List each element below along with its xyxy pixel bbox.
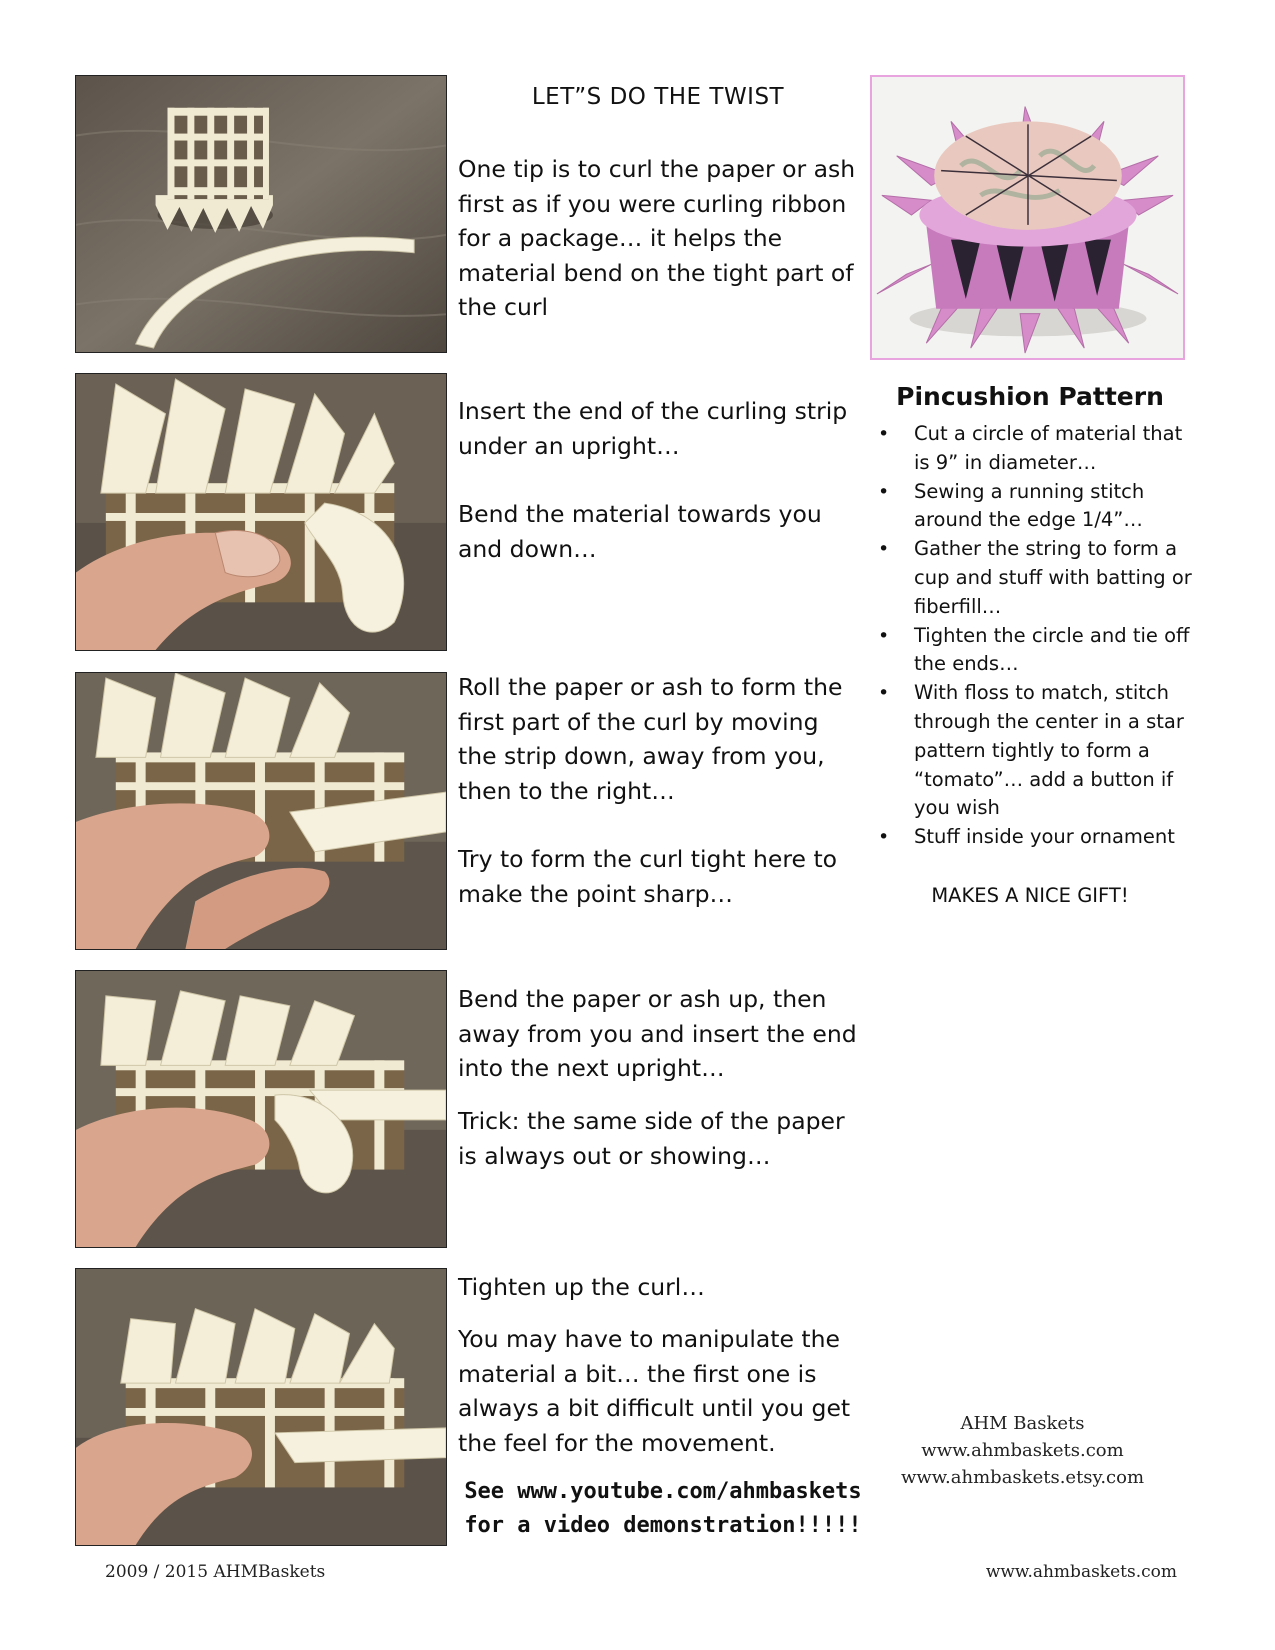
step-3-text [458,670,858,808]
step-2-text [458,394,858,463]
step-1-photo [75,75,447,353]
step-5-text [458,1270,858,1305]
credit-etsy-link[interactable]: www.ahmbaskets.etsy.com [900,1467,1145,1488]
step-paragraph: You may have to manipulate the material a bit… the first one is always a bit difficult until you get the feel for the movement. [458,1325,851,1457]
step-paragraph: Bend the material towards you and down… [458,500,822,563]
list-item: • Cut a circle of material that is 9” in diameter… [872,420,1192,478]
gift-note: MAKES A NICE GIFT! [931,884,1129,907]
pincushion-list [872,420,1192,852]
step-3-photo [75,672,447,950]
step-4-text-b [458,1104,858,1173]
credit-block [880,1410,1165,1491]
step-5-photo [75,1268,447,1546]
step-5-text-b [458,1322,858,1460]
list-item: • Gather the string to form a cup and stuff with batting or fiberfill… [872,535,1192,621]
step-paragraph: Tighten up the curl… [458,1273,705,1301]
step-paragraph: Trick: the same side of the paper is always out or showing… [458,1107,845,1170]
step-1-text [458,152,858,325]
pincushion-title: Pincushion Pattern [896,382,1164,411]
step-2-photo [75,373,447,651]
step-2-text-b [458,497,858,566]
video-link-line[interactable]: See www.youtube.com/ahmbaskets [464,1479,862,1504]
video-note-line: for a video demonstration!!!!! [464,1513,862,1538]
step-4-photo [75,970,447,1248]
step-paragraph: Bend the paper or ash up, then away from you and insert the end into the next upright… [458,985,857,1082]
step-paragraph: Try to form the curl tight here to make the point sharp… [458,845,838,908]
list-item: • With floss to match, stitch through the center in a star pattern tightly to form a “tomato”… add a button if you wish [872,679,1192,823]
footer-copyright: 2009 / 2015 AHMBaskets [105,1562,326,1582]
step-3-text-b [458,842,858,911]
list-item: • Sewing a running stitch around the edge 1/4”… [872,478,1192,536]
video-note [458,1475,868,1543]
pincushion-photo [870,75,1185,360]
list-item: • Stuff inside your ornament [872,823,1192,852]
credit-site-link[interactable]: www.ahmbaskets.com [921,1440,1124,1461]
footer-site-link[interactable]: www.ahmbaskets.com [985,1562,1177,1582]
page-title: LET”S DO THE TWIST [531,84,785,110]
credit-name: AHM Baskets [960,1413,1085,1434]
step-4-text [458,982,858,1086]
step-paragraph: Insert the end of the curling strip under an upright… [458,397,848,460]
list-item: • Tighten the circle and tie off the ends… [872,622,1192,680]
step-paragraph: Roll the paper or ash to form the first part of the curl by moving the strip down, away from you, then to the right… [458,673,843,805]
step-paragraph: One tip is to curl the paper or ash first as if you were curling ribbon for a package… it helps the material bend on the tight part of the curl [458,155,856,321]
